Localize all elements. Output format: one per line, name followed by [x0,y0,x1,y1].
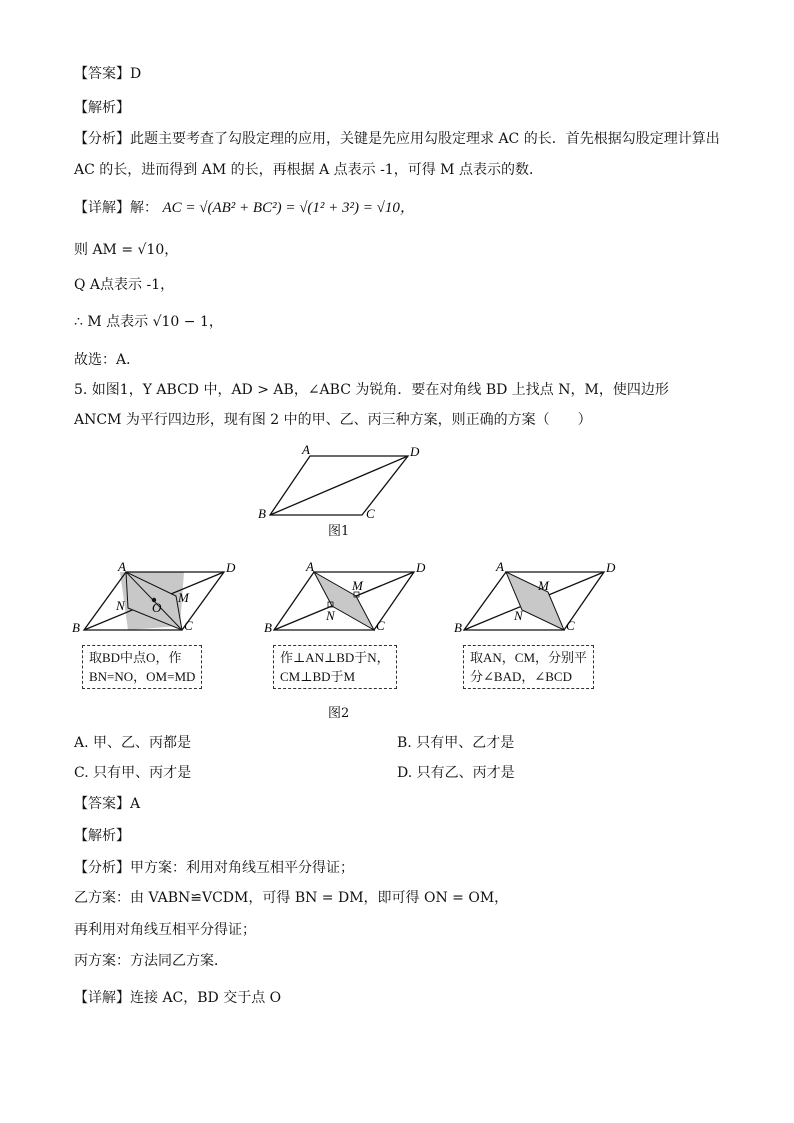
svg-text:D: D [226,560,236,575]
analysis-tag: 【分析】 [74,131,130,147]
panel-1-box-line-2: BN=NO，OM=MD [89,669,196,684]
svg-text:N: N [326,608,335,623]
figure-1-caption: 图1 [328,524,350,539]
fig1-label-b: B [258,506,266,521]
panel-2-box-line-1: 作⊥AN⊥BD于N， [280,650,390,665]
option-c: C. 只有甲、丙才是 [74,765,192,781]
figure-2-panel-3-box [463,645,594,689]
svg-text:N: N [514,608,523,623]
detail-line-1 [74,198,415,218]
figure-2-panel-3 [452,558,622,638]
figure-2-panel-1 [70,558,240,638]
svg-text:C: C [184,618,193,633]
detail-2-line [74,988,281,1008]
figure-2-panel-2 [262,558,432,638]
detail-tag: 【详解】 [74,200,130,216]
answer-line-1 [74,64,141,84]
panel-3-box-line-2: 分∠BAD，∠BCD [470,669,572,684]
answer-line-2 [74,794,140,814]
svg-text:A: A [306,559,314,574]
analysis-2-text-3: 再利用对角线互相平分得证； [74,922,256,938]
svg-text:M: M [352,578,363,593]
option-d: D. 只有乙、丙才是 [397,765,515,781]
svg-text:B: B [454,620,462,635]
svg-text:C: C [566,618,575,633]
jiexi-heading-1: 【解析】 [74,100,130,116]
svg-text:N: N [116,598,125,613]
detail-2-tag: 【详解】 [74,990,130,1006]
answer-value: D [130,66,142,82]
svg-text:A: A [118,559,126,574]
fig1-label-c: C [366,506,375,521]
detail-step-4: 故选：A． [74,352,141,368]
svg-text:A: A [496,559,504,574]
detail-formula: AC = √(AB² + BC²) = √(1² + 3²) = √10， [162,200,415,216]
analysis-line-1 [74,129,720,149]
analysis-text-2: AC 的长，进而得到 AM 的长，再根据 A 点表示 -1，可得 M 点表示的数． [74,162,543,178]
jiexi-heading-2: 【解析】 [74,828,130,844]
option-a: A. 甲、乙、丙都是 [74,735,192,751]
answer-2-tag: 【答案】 [74,796,130,812]
fig1-label-a: A [302,442,310,457]
panel-3-box-line-1: 取AN，CM，分别平 [470,650,588,665]
svg-text:M: M [178,590,189,605]
question-5-line-2: ANCM 为平行四边形，现有图 2 中的甲、乙、丙三种方案，则正确的方案（ ） [74,412,592,428]
detail-step-1: 则 AM = √10， [74,242,179,258]
svg-text:M: M [538,578,549,593]
panel-1-box-line-1: 取BD中点O，作 [89,650,182,665]
analysis-2-text-4: 丙方案：方法同乙方案． [74,953,228,969]
analysis-text-1: 此题主要考查了勾股定理的应用，关键是先应用勾股定理求 AC 的长．首先根据勾股定理计算出 [130,131,720,147]
svg-text:C: C [376,618,385,633]
svg-text:D: D [416,560,426,575]
question-5-line-1: 5. 如图1，Y ABCD 中，AD > AB，∠ABC 为锐角．要在对角线 BD 上找点 N，M，使四边形 [74,382,669,398]
svg-text:D: D [606,560,616,575]
panel-2-box-line-2: CM⊥BD于M [280,669,356,684]
analysis-2-tag: 【分析】 [74,860,130,876]
detail-intro: 解： [130,200,158,216]
figure-2-panel-2-box [273,645,397,689]
analysis-2-line-1 [74,858,354,878]
detail-step-2: Q A点表示 -1， [74,277,175,293]
analysis-2-text-1: 甲方案：利用对角线互相平分得证； [130,860,354,876]
answer-2-value: A [130,796,141,812]
svg-text:B: B [72,620,80,635]
figure-2-panel-1-box [82,645,202,689]
svg-text:B: B [264,620,272,635]
fig1-label-d: D [410,444,420,459]
figure-2-caption: 图2 [328,706,350,721]
option-b: B. 只有甲、乙才是 [397,735,515,751]
answer-tag: 【答案】 [74,66,130,82]
svg-text:O: O [152,600,162,615]
analysis-2-text-2: 乙方案：由 VABN≌VCDM，可得 BN = DM，即可得 ON = OM， [74,890,509,906]
detail-2-text: 连接 AC，BD 交于点 O [130,990,282,1006]
detail-step-3: ∴ M 点表示 √10 − 1， [74,314,223,330]
